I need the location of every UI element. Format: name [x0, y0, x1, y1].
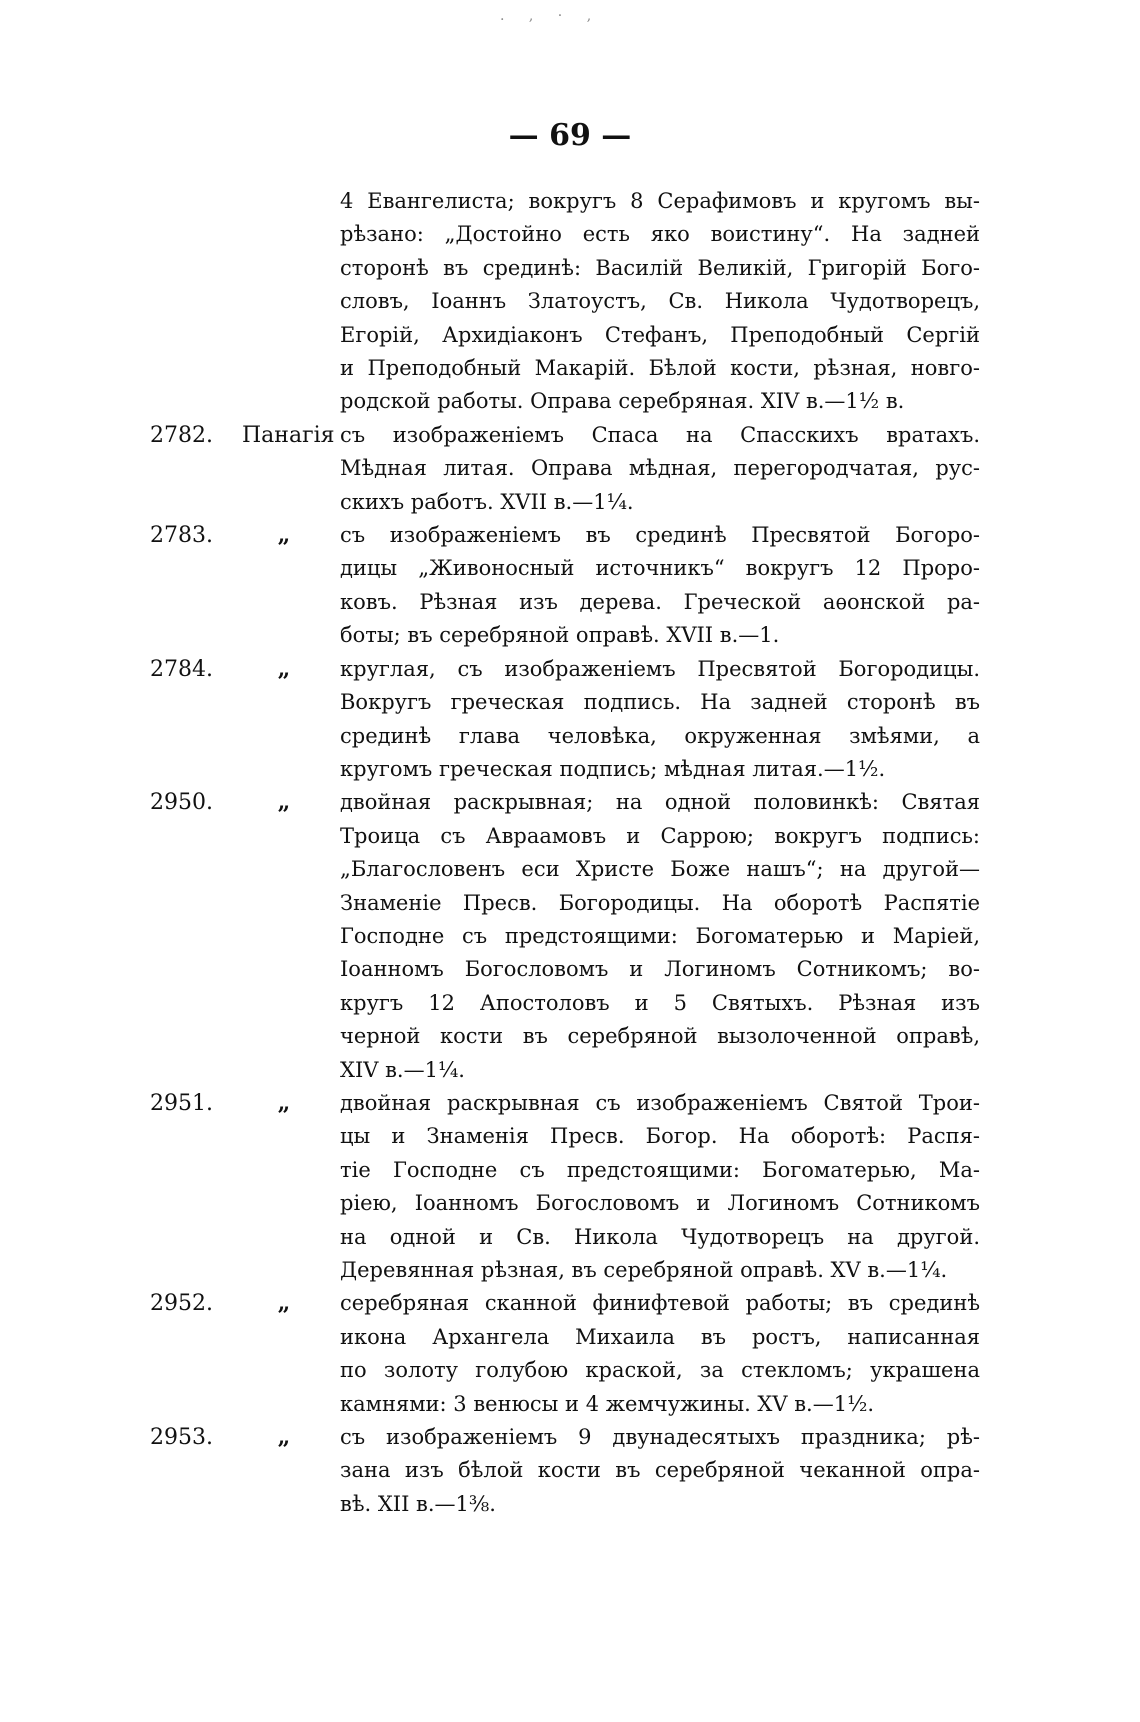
entry-description: [340, 419, 980, 519]
text-line: 4 Евангелиста; вокругъ 8 Серафимовъ и кругомъ вы-: [340, 189, 980, 213]
text-line: срединѣ глава человѣка, окруженная змѣями, а: [340, 723, 980, 748]
text-line: вѣ. XII в.—1⅜.: [340, 1491, 496, 1516]
text-line: „Благословенъ еси Христе Боже нашъ“; на другой—: [340, 857, 980, 882]
text-line: Вокругъ греческая подпись. На задней сторонѣ въ: [340, 690, 980, 715]
catalog-entry: [150, 419, 980, 519]
entry-description: [340, 786, 980, 1087]
text-line: дицы „Живоносный источникъ“ вокругъ 12 Проро-: [340, 556, 980, 581]
text-line: Іоанномъ Богословомъ и Логиномъ Сотникомъ; во-: [340, 957, 980, 982]
text-line: сторонѣ въ срединѣ: Василій Великій, Григорій Бого-: [340, 255, 980, 280]
text-line: и Преподобный Макарій. Бѣлой кости, рѣзная, новго-: [340, 356, 980, 381]
top-marks: . , · ,: [500, 8, 602, 24]
text-line: черной кости въ серебряной вызолоченной оправѣ,: [340, 1024, 980, 1049]
ditto-mark: „: [277, 1424, 291, 1451]
text-line: зана изъ бѣлой кости въ серебряной чеканной опра-: [340, 1458, 980, 1483]
ditto-mark: „: [277, 789, 291, 816]
text-line: Деревянная рѣзная, въ серебряной оправѣ. XV в.—1¼.: [340, 1258, 948, 1282]
text-line: скихъ работъ. XVII в.—1¼.: [340, 489, 634, 514]
text-line: рѣзано: „Достойно есть яко воистину“. На задней: [340, 222, 980, 247]
text-line: Мѣдная литая. Оправа мѣдная, перегородчатая, рус-: [340, 456, 980, 481]
entry-number: 2784.: [150, 656, 213, 682]
entry-description: [340, 1287, 980, 1421]
entry-description: [340, 1087, 980, 1287]
text-line: ріею, Іоанномъ Богословомъ и Логиномъ Сотникомъ: [340, 1191, 980, 1216]
entry-description: [340, 1421, 980, 1521]
text-line: Троица съ Авраамовъ и Саррою; вокругъ подпись:: [340, 823, 980, 848]
text-line: съ изображеніемъ въ срединѣ Пресвятой Богоро-: [340, 523, 980, 548]
text-line: камнями: 3 венюсы и 4 жемчужины. XV в.—1½.: [340, 1391, 875, 1416]
text-line: Господне съ предстоящими: Богоматерью и Маріей,: [340, 923, 980, 948]
ditto-mark: „: [277, 655, 291, 682]
text-line: кругомъ греческая подпись; мѣдная литая.—1½.: [340, 756, 886, 781]
catalog-entry: [150, 1287, 980, 1421]
text-line: двойная раскрывная; на одной половинкѣ: Святая: [340, 790, 980, 815]
continuation-paragraph: [150, 185, 980, 419]
text-line: икона Архангела Михаила въ ростъ, написанная: [340, 1324, 980, 1349]
text-line: кругъ 12 Апостоловъ и 5 Святыхъ. Рѣзная изъ: [340, 990, 980, 1015]
catalog-entry: [150, 786, 980, 1087]
text-line: на одной и Св. Никола Чудотворецъ на другой.: [340, 1224, 980, 1249]
catalog-entry: [150, 519, 980, 653]
ditto-mark: „: [277, 522, 291, 549]
text-line: круглая, съ изображеніемъ Пресвятой Богородицы.: [340, 656, 980, 681]
catalog-text: [150, 185, 980, 1521]
catalog-entry: [150, 1421, 980, 1521]
catalog-entry: [150, 653, 980, 787]
entry-description: [340, 653, 980, 787]
text-line: родской работы. Оправа серебряная. XIV в.—1½ в.: [340, 389, 905, 414]
text-line: ковъ. Рѣзная изъ дерева. Греческой аѳонской ра-: [340, 589, 980, 614]
text-line: съ изображеніемъ Спаса на Спасскихъ вратахъ.: [340, 422, 980, 447]
entry-description: [340, 519, 980, 653]
entry-number: 2783.: [150, 523, 213, 549]
text-line: Егорій, Архидіаконъ Стефанъ, Преподобный Сергій: [340, 322, 980, 347]
text-line: цы и Знаменія Пресв. Богор. На оборотѣ: Распя-: [340, 1124, 980, 1149]
entry-name: Панагія: [242, 422, 335, 448]
text-line: по золоту голубою краской, за стекломъ; украшена: [340, 1358, 980, 1383]
text-line: Знаменіе Пресв. Богородицы. На оборотѣ Распятіе: [340, 890, 980, 915]
text-line: боты; въ серебряной оправѣ. XVII в.—1.: [340, 623, 780, 648]
ditto-mark: „: [277, 1089, 291, 1116]
entry-number: 2951.: [150, 1090, 213, 1116]
entry-number: 2952.: [150, 1291, 213, 1317]
entry-number: 2782.: [150, 422, 213, 448]
text-line: словъ, Іоаннъ Златоустъ, Св. Никола Чудотворецъ,: [340, 289, 980, 314]
text-line: двойная раскрывная съ изображеніемъ Святой Трои-: [340, 1090, 980, 1115]
text-line: съ изображеніемъ 9 двунадесятыхъ праздника; рѣ-: [340, 1425, 980, 1450]
entries-list: [150, 419, 980, 1521]
ditto-mark: „: [277, 1290, 291, 1317]
page-number: — 69 —: [508, 118, 632, 153]
text-line: тіе Господне съ предстоящими: Богоматерью, Ма-: [340, 1157, 980, 1182]
entry-number: 2953.: [150, 1425, 213, 1451]
catalog-entry: [150, 1087, 980, 1287]
entry-number: 2950.: [150, 790, 213, 816]
text-line: XIV в.—1¼.: [340, 1057, 465, 1082]
text-line: серебряная сканной финифтевой работы; въ срединѣ: [340, 1291, 980, 1316]
